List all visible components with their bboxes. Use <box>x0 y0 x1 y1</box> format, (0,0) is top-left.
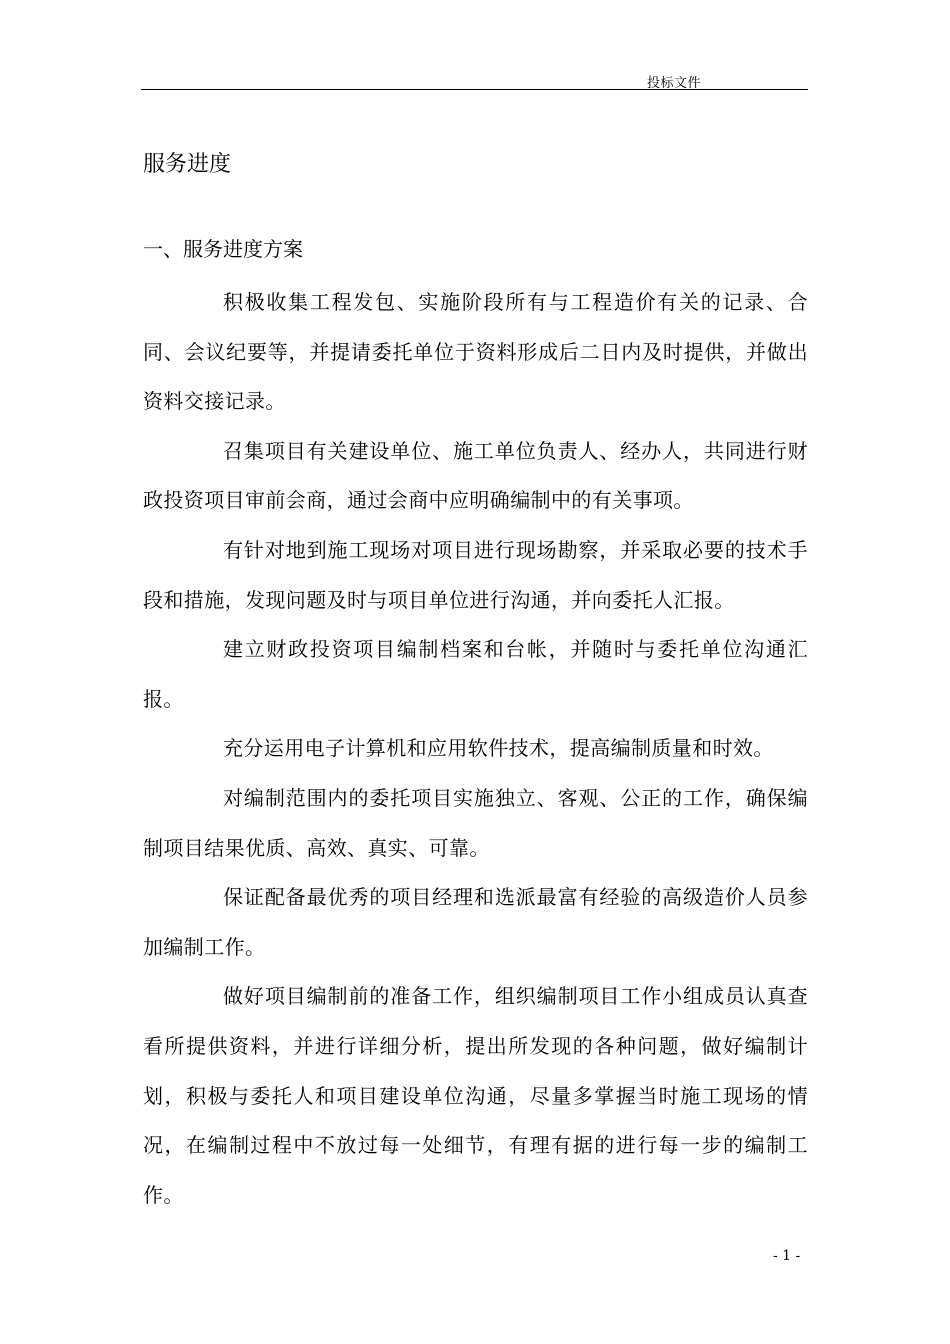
section-heading: 一、服务进度方案 <box>143 237 303 261</box>
paragraph: 保证配备最优秀的项目经理和选派最富有经验的高级造价人员参加编制工作。 <box>143 885 808 959</box>
body-text <box>143 278 808 1220</box>
paragraph: 有针对地到施工现场对项目进行现场勘察，并采取必要的技术手段和措施，发现问题及时与项目单位进行沟通，并向委托人汇报。 <box>143 537 808 612</box>
paragraph: 召集项目有关建设单位、施工单位负责人、经办人，共同进行财政投资项目审前会商，通过会商中应明确编制中的有关事项。 <box>143 438 808 513</box>
page-number: - 1 - <box>773 1248 801 1264</box>
paragraph: 积极收集工程发包、实施阶段所有与工程造价有关的记录、合同、会议纪要等，并提请委托单位于资料形成后二日内及时提供，并做出资料交接记录。 <box>143 290 808 414</box>
page-title: 服务进度 <box>143 152 232 177</box>
paragraph: 充分运用电子计算机和应用软件技术，提高编制质量和时效。 <box>223 736 774 761</box>
header-divider <box>141 89 808 90</box>
header-text: 投标文件 <box>647 76 702 91</box>
paragraph: 建立财政投资项目编制档案和台帐，并随时与委托单位沟通汇报。 <box>143 637 808 711</box>
paragraph: 对编制范围内的委托项目实施独立、客观、公正的工作，确保编制项目结果优质、高效、真实、可靠。 <box>143 785 808 860</box>
paragraph: 做好项目编制前的准备工作，组织编制项目工作小组成员认真查看所提供资料，并进行详细分析，提出所发现的各种问题，做好编制计划，积极与委托人和项目建设单位沟通，尽量多掌握当时施工现场的情况，在编制过程中不放过每一处细节，有理有据的进行每一步的编制工作。 <box>143 984 808 1207</box>
